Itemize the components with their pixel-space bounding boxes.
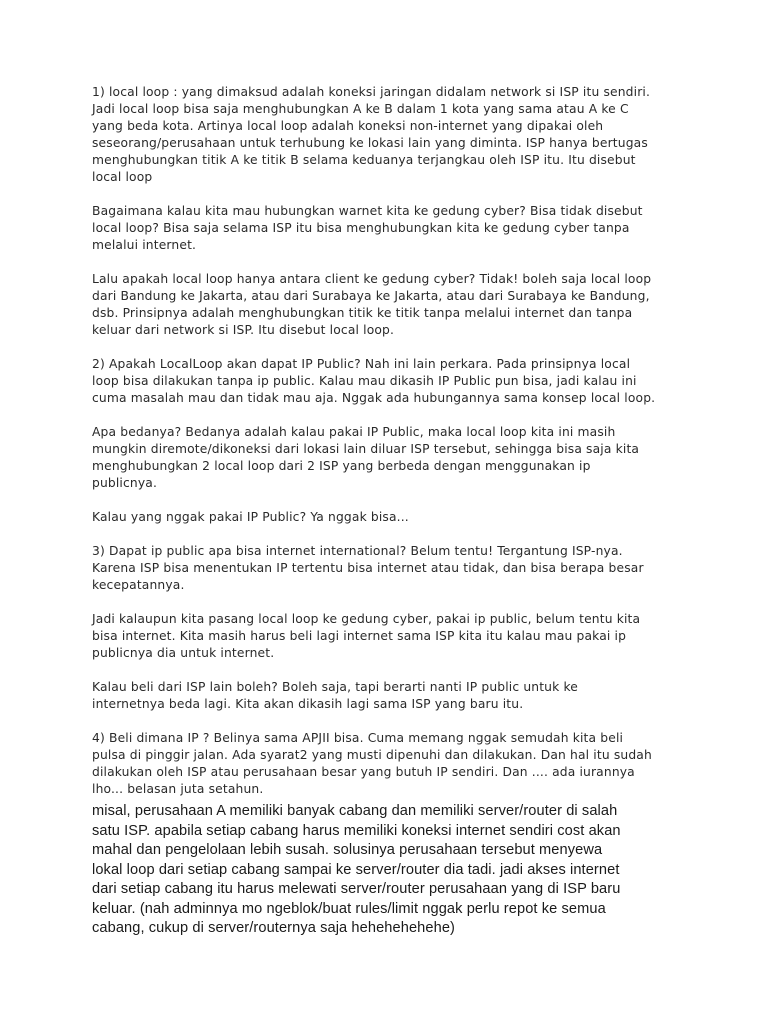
paragraph-difference: Apa bedanya? Bedanya adalah kalau pakai IP Public, maka local loop kita ini masih mungkin diremote/dikoneksi dari lokasi lain diluar ISP tersebut, sehingga bisa saja kita menghubungkan 2 local loop dari 2 ISP yang berbeda dengan menggunakan ip publicnya. <box>92 425 640 490</box>
paragraph-local-loop-definition: 1) local loop : yang dimaksud adalah koneksi jaringan didalam network si ISP itu sendiri. Jadi local loop bisa saja menghubungkan A ke B dalam 1 kota yang sama atau A ke C yang beda kota. Artinya local loop adalah koneksi non-internet yang dipakai oleh seseorang/perusahaan untuk terhubung ke lokasi lain yang diminta. ISP hanya bertugas menghubungkan titik A ke titik B selama keduanya terjangkau oleh ISP itu. Itu disebut local loop <box>92 85 651 184</box>
paragraph-warnet-question: Bagaimana kalau kita mau hubungkan warnet kita ke gedung cyber? Bisa tidak disebut local loop? Bisa saja selama ISP itu bisa menghubungkan kita ke gedung cyber tanpa melalui internet. <box>92 204 643 252</box>
paragraph-ip-public-question: 2) Apakah LocalLoop akan dapat IP Public? Nah ini lain perkara. Pada prinsipnya local loop bisa dilakukan tanpa ip public. Kalau mau dikasih IP Public pun bisa, jadi kalau ini cuma masalah mau dan tidak mau aja. Nggak ada hubungannya sama konsep local loop. <box>92 357 656 405</box>
paragraph-no-ip-public: Kalau yang nggak pakai IP Public? Ya nggak bisa... <box>92 510 409 524</box>
paragraph-company-example: misal, perusahaan A memiliki banyak cabang dan memiliki server/router di salah satu ISP. apabila setiap cabang harus memiliki koneksi internet sendiri cost akan mahal dan pengelolaan lebih susah. solusinya perusahaan tersebut menyewa lokal loop dari setiap cabang sampai ke server/router dia tadi. jadi akses internet dari setiap cabang itu harus melewati server/router perusahaan yang di ISP baru keluar. (nah adminnya mo ngeblok/buat rules/limit nggak perlu repot ke semua cabang, cukup di server/routernya saja hehehehehehe) <box>92 803 621 936</box>
paragraph-local-loop-cities: Lalu apakah local loop hanya antara client ke gedung cyber? Tidak! boleh saja local loop dari Bandung ke Jakarta, atau dari Surabaya ke Jakarta, atau dari Surabaya ke Bandung, dsb. Prinsipnya adalah menghubungkan titik ke titik tanpa melalui internet dan tanpa keluar dari network si ISP. Itu disebut local loop. <box>92 272 652 337</box>
paragraph-buy-ip: 4) Beli dimana IP ? Belinya sama APJII bisa. Cuma memang nggak semudah kita beli pulsa di pinggir jalan. Ada syarat2 yang musti dipenuhi dan dilakukan. Dan hal itu sudah dilakukan oleh ISP atau perusahaan besar yang butuh IP sendiri. Dan .... ada iurannya lho... belasan juta setahun. <box>92 731 652 796</box>
paragraph-international-internet: 3) Dapat ip public apa bisa internet international? Belum tentu! Tergantung ISP-nya. Karena ISP bisa menentukan IP tertentu bisa internet atau tidak, dan bisa berapa besar kecepatannya. <box>92 544 644 592</box>
paragraph-other-isp: Kalau beli dari ISP lain boleh? Boleh saja, tapi berarti nanti IP public untuk ke internetnya beda lagi. Kita akan dikasih lagi sama ISP yang baru itu. <box>92 680 579 711</box>
paragraph-cyber-building: Jadi kalaupun kita pasang local loop ke gedung cyber, pakai ip public, belum tentu kita bisa internet. Kita masih harus beli lagi internet sama ISP kita itu kalau mau pakai ip publicnya dia untuk internet. <box>92 612 641 660</box>
